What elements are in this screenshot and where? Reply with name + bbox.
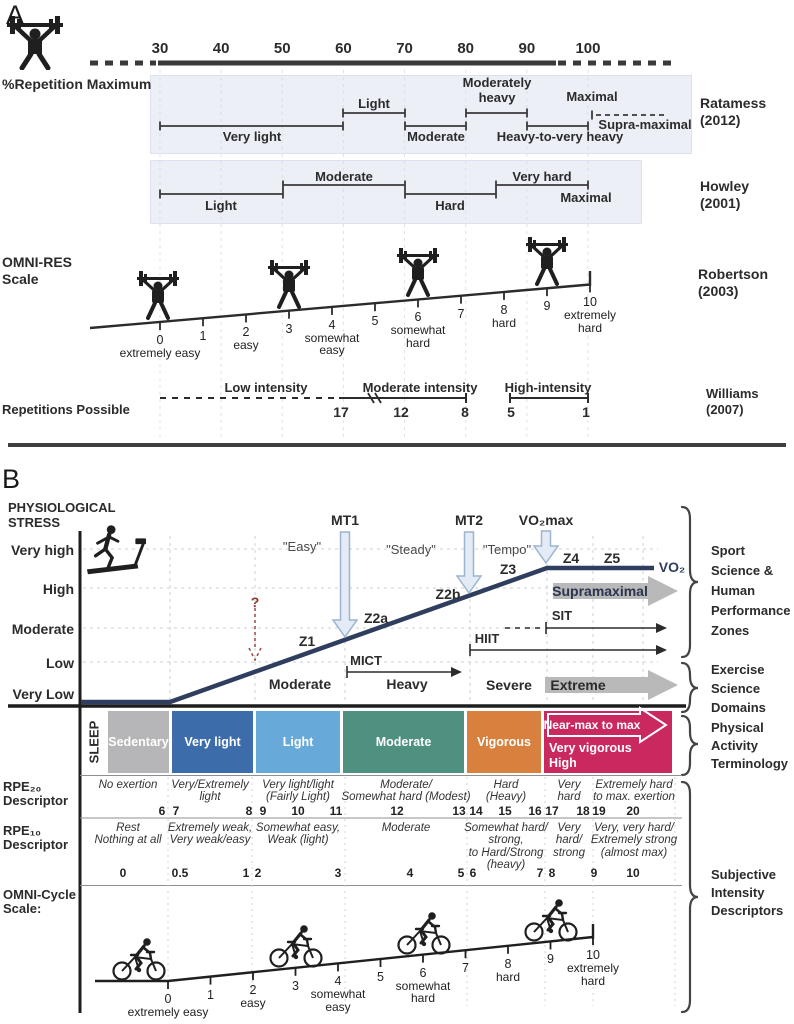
omni-cycle-cyclist-icon <box>114 938 165 979</box>
panel_b-rpe10-title-1: Descriptor <box>3 837 69 852</box>
panel_b-rpe10-descriptors-4-2: to Hard/Strong <box>468 846 544 859</box>
omni-cycle-cyclist-icon <box>526 899 577 940</box>
panel_b-rpe10-descriptors-5-0: Very <box>557 822 581 834</box>
panel_a-scales-0-intervals-2-label: Moderate <box>407 129 465 144</box>
panel_a-omni_res-tick_values-7: 7 <box>457 306 465 321</box>
band-block-label-2: Light <box>282 735 314 749</box>
panel_b-omni_cycle-tick_labels-10-1: hard <box>580 973 606 988</box>
panel_b-omni_cycle-tick_values-5: 5 <box>377 970 384 984</box>
panel_b-omni_cycle-tick_labels-8-0: hard <box>495 969 521 984</box>
panel_b-zones-5: Z5 <box>603 550 621 566</box>
panel_b-omni_cycle-tick_labels-6-0: somewhat <box>395 978 451 993</box>
panel_a-omni_res-tick_labels-2-0: easy <box>233 338 259 353</box>
panel_b-rpe10-descriptors-3-0: Moderate <box>381 822 431 834</box>
panel_b-rpe20-descriptors-0-0: No exertion <box>98 779 158 791</box>
panel_b-rpe20-numbers-2: 8 <box>245 804 253 818</box>
panel_a-axis_ticks-5: 80 <box>457 40 475 57</box>
band-block-label-4: Vigorous <box>477 735 531 749</box>
panel_a-scales-0-intervals-4-label: Heavy-to-very heavy <box>496 129 624 144</box>
panel_b-rpe10-numbers-4: 3 <box>334 866 342 880</box>
panel_b-band-max_block-lines-0: Very vigorous <box>549 741 632 755</box>
panel_b-rpe20-title-1: Descriptor <box>3 793 69 808</box>
panel_b-thresholds-0: MT1 <box>331 512 359 528</box>
omni-cycle-cyclist-icon <box>399 912 450 953</box>
panel_b-zones-3: Z3 <box>499 561 517 577</box>
panel_a-omni_res-tick_labels-8-0: hard <box>491 315 517 330</box>
panel_b-rpe10-descriptors-6-0: Very, very hard/ <box>594 822 674 834</box>
panel_b-vo2: VO₂ <box>658 559 686 575</box>
panel_b-side_labels-subjective-0: Subjective <box>711 867 777 882</box>
panel_a-omni_res-ref-0: Robertson <box>698 266 768 282</box>
panel_b-rpe20-numbers-1: 7 <box>172 804 180 818</box>
panel_b-stress_levels-2: Moderate <box>11 621 74 637</box>
panel_a-repetitions-numbers-4: 1 <box>582 404 590 420</box>
panel_b-domains-0: Moderate <box>268 676 332 692</box>
panel_a-repetitions-title: Repetitions Possible <box>2 402 130 417</box>
band-block-label-0: Sedentary <box>108 735 169 749</box>
panel_a-axis_ticks-1: 40 <box>212 40 230 57</box>
panel_b-omni_cycle-tick_values-7: 7 <box>462 961 469 976</box>
panel_a-omni_res-tick_values-6: 6 <box>414 310 422 325</box>
panel_a-omni_res-tick_values-0: 0 <box>156 333 164 347</box>
panel_a-omni_res-ref-1: (2003) <box>698 283 739 299</box>
panel_a-omni_res-tick_labels-4-0: somewhat <box>304 330 360 345</box>
panel_a-axis_ticks-3: 60 <box>335 40 352 57</box>
band-block-label-1: Very light <box>184 735 241 749</box>
panel_b-omni_cycle-tick_values-1: 1 <box>207 987 214 1002</box>
panel_b-side_labels-zones-4: Zones <box>711 623 750 638</box>
panel_b-thresholds-2: VO₂max <box>518 512 574 528</box>
panel_a-axis_ticks-6: 90 <box>518 40 536 57</box>
panel_b-phases-0: "Easy" <box>282 539 322 554</box>
panel_b-rpe20-descriptors-3-0: Moderate/ <box>380 779 432 791</box>
panel_a-omni_res-tick_labels-10-1: hard <box>577 320 603 335</box>
panel_a-omni_res-tick_labels-6-1: hard <box>405 335 431 350</box>
panel_b-stress_title-1: STRESS <box>8 515 61 530</box>
panel_b-label: B <box>2 464 21 494</box>
panel_b-rpe10-descriptors-6-1: Extremely strong <box>590 834 678 847</box>
panel_b-rpe20-numbers-0: 6 <box>158 804 166 818</box>
panel_b-omni_cycle-tick_labels-6-1: hard <box>410 991 436 1006</box>
panel_b-side_labels-terminology-2: Terminology <box>711 756 789 771</box>
panel_b-omni_cycle-tick_labels-0-0: extremely easy <box>127 1005 209 1019</box>
panel_b-rpe20-numbers-4: 10 <box>291 804 305 818</box>
panel_b-omni_cycle-tick_values-2: 2 <box>249 983 257 998</box>
treadmill-runner-icon <box>87 525 146 574</box>
panel_b-band-max_block-arrow_label: Near-max to max <box>543 718 641 732</box>
panel_b-side_labels-domains-2: Domains <box>711 700 766 715</box>
panel_a-omni_res-tick_labels-4-1: easy <box>319 343 345 358</box>
panel_b-zones-4: Z4 <box>562 550 580 566</box>
panel_a-scales-0-intervals-0-label: Very light <box>222 129 282 144</box>
panel_b-side_labels-zones-3: Performance <box>711 603 791 618</box>
panel_a-repetitions-zones-2: High-intensity <box>504 380 592 395</box>
panel_b-rpe20-descriptors-1-1: light <box>199 791 221 804</box>
panel_b-domains-1: Heavy <box>386 676 428 692</box>
omni-res-lifter-icon <box>268 260 310 307</box>
panel_a-omni_res-title-1: Scale <box>2 271 39 287</box>
panel_b-side_labels-zones-2: Human <box>711 583 756 598</box>
panel_b-stress_levels-0: Very high <box>10 542 74 558</box>
panel_b-stress_levels-1: High <box>42 581 74 597</box>
panel_b-rpe20-descriptors-4-0: Hard <box>493 779 519 791</box>
panel_a-label: A <box>6 0 25 30</box>
panel_b-side_labels-zones-1: Science & <box>711 563 774 578</box>
panel_a-omni_res-tick_values-1: 1 <box>199 329 207 344</box>
omni-res-lifter-icon <box>526 237 568 284</box>
panel_a-scales-1-ref-1: (2001) <box>700 195 741 211</box>
panel_a-omni_res-tick_values-10: 10 <box>583 295 597 310</box>
panel_a-scales-1-intervals-0-label: Light <box>205 198 237 213</box>
omni-cycle-cyclist-icon <box>271 925 322 966</box>
panel_b-rpe10-numbers-6: 5 <box>457 866 465 880</box>
panel_b-rpe10-descriptors-0-0: Rest <box>116 822 140 834</box>
panel_b-rpe20-descriptors-3-1: Somewhat hard (Modest) <box>341 791 471 804</box>
panel_b-rpe10-descriptors-4-3: (heavy) <box>486 858 526 871</box>
panel_b-domains-3: Extreme <box>550 677 606 693</box>
panel_b-zones-1: Z2a <box>363 610 389 626</box>
panel_b-question_mark: ? <box>250 594 260 610</box>
panel_a-scales-1-intervals-2-label: Hard <box>435 198 465 213</box>
panel_a-axis_ticks-0: 30 <box>151 40 169 57</box>
panel_b-rpe10-descriptors-4-1: strong, <box>488 834 524 847</box>
panel_b-side_labels-terminology-0: Physical <box>711 720 764 735</box>
panel_b-side_labels-zones-0: Sport <box>711 543 745 558</box>
panel_a-omni_res-tick_values-8: 8 <box>500 302 508 317</box>
panel_a-omni_res-tick_values-3: 3 <box>285 321 293 336</box>
panel_b-rpe10-numbers-8: 7 <box>536 866 544 880</box>
panel_b-omni_cycle-title-1: Scale: <box>3 901 42 916</box>
panel_b-rpe10-title-0: RPE₁₀ <box>3 823 41 838</box>
omni-res-lifter-icon <box>137 271 179 318</box>
panel_b-omni_cycle-tick_values-9: 9 <box>547 952 554 967</box>
panel_a-axis_ticks-7: 100 <box>575 40 601 57</box>
panel_b-rpe20-descriptors-5-0: Very <box>557 779 581 791</box>
panel_b-stress_levels-4: Very Low <box>12 686 74 702</box>
omni-res-lifter-icon <box>397 248 439 295</box>
panel_b-rpe20-descriptors-6-1: to max. exertion <box>593 791 675 804</box>
panel_b-omni_cycle-title-0: OMNI-Cycle <box>3 887 76 902</box>
panel_b-omni_cycle-tick_values-4: 4 <box>334 974 342 989</box>
panel_b-training-mict: MICT <box>350 653 382 668</box>
panel_a-repetitions-numbers-2: 8 <box>461 404 469 420</box>
panel_b-rpe10-descriptors-2-1: Weak (light) <box>267 834 329 847</box>
panel_a-axis_ticks-4: 70 <box>396 40 413 57</box>
panel_b-omni_cycle-tick_values-3: 3 <box>292 978 299 993</box>
panel_b-rpe10-numbers-2: 1 <box>242 866 250 880</box>
panel_b-side_labels-subjective-1: Intensity <box>711 885 765 900</box>
panel_b-omni_cycle-tick_values-10: 10 <box>586 948 600 962</box>
panel_b-rpe20-numbers-5: 11 <box>329 804 343 818</box>
panel_b-rpe20-numbers-6: 12 <box>390 804 404 818</box>
panel_b-rpe20-numbers-7: 13 <box>452 804 466 818</box>
panel_b-rpe10-descriptors-1-1: Very weak/easy <box>169 834 251 847</box>
panel_a-omni_res-tick_labels-6-0: somewhat <box>390 323 446 338</box>
panel_b-rpe20-descriptors-1-0: Very/Extremely <box>171 779 249 791</box>
panel_a-repetitions-numbers-1: 12 <box>393 404 409 420</box>
panel_b-rpe20-numbers-10: 16 <box>528 804 542 818</box>
panel_b-band-max_block-lines-1: High <box>549 756 577 770</box>
panel_a-repetitions-zones-1: Moderate intensity <box>362 380 478 395</box>
panel_a-scales-0-intervals-5-label: Maximal <box>566 89 618 104</box>
panel_a-omni_res-tick_labels-10-0: extremely <box>563 308 617 323</box>
panel_b-rpe10-numbers-11: 10 <box>626 866 640 880</box>
panel_b-omni_cycle-tick_values-6: 6 <box>419 965 427 980</box>
panel_b-omni_cycle-tick_labels-2-0: easy <box>240 996 266 1011</box>
panel_a-repetitions-ref-1: (2007) <box>706 402 744 417</box>
panel_b-rpe10-descriptors-6-2: (almost max) <box>600 846 668 859</box>
panel_b-rpe20-numbers-13: 19 <box>592 804 606 818</box>
panel_a-repetitions-ref-0: Williams <box>706 386 759 401</box>
panel_b-domains-2: Severe <box>486 677 532 693</box>
panel_b-training-sit: SIT <box>551 608 573 623</box>
panel_b-rpe20-numbers-11: 17 <box>545 804 559 818</box>
panel_b-zones-2: Z2b <box>435 586 461 602</box>
panel_b-omni_cycle-tick_labels-4-0: somewhat <box>310 987 366 1002</box>
panel_b-omni_cycle-tick_labels-4-1: easy <box>325 999 351 1014</box>
panel_b-rpe10-numbers-3: 2 <box>254 866 262 880</box>
panel_b-rpe20-descriptors-6-0: Extremely hard <box>595 779 673 791</box>
panel_a-omni_res-tick_values-4: 4 <box>328 317 336 332</box>
panel_b-rpe10-descriptors-1-0: Extremely weak, <box>167 822 253 834</box>
panel_b-rpe20-numbers-12: 18 <box>576 804 590 818</box>
panel_a-axis_title: %Repetition Maximum <box>2 76 152 92</box>
panel_b-side_labels-domains-1: Science <box>711 681 761 696</box>
panel_b-omni_cycle-tick_values-8: 8 <box>504 956 512 971</box>
panel_a-omni_res-tick_labels-0-0: extremely easy <box>119 346 201 360</box>
panel_b-rpe10-numbers-5: 4 <box>406 866 414 880</box>
panel_a-scales-0-ref-1: (2012) <box>700 112 741 128</box>
panel_a-scales-1-ref-0: Howley <box>700 178 750 194</box>
panel_b-thresholds-1: MT2 <box>455 512 483 528</box>
panel_b-rpe20-descriptors-4-1: (Heavy) <box>485 791 527 804</box>
panel_a-scales-1-intervals-3-label: Very hard <box>512 169 572 184</box>
panel_a-omni_res-tick_values-9: 9 <box>543 299 551 314</box>
panel_a-omni_res-title-0: OMNI-RES <box>2 254 72 270</box>
panel_a-scales-1-intervals-4-label: Maximal <box>560 190 612 205</box>
band-sleep-label: SLEEP <box>86 720 102 764</box>
panel_a-scales-0-intervals-6-label: Supra-maximal <box>598 117 692 132</box>
panel_b-training-supramaximal: Supramaximal <box>552 583 648 599</box>
panel_a-scales-0-ref-0: Ratamess <box>700 95 767 111</box>
panel_a-repetitions-numbers-3: 5 <box>507 404 515 420</box>
panel_b-phases-2: "Tempo" <box>482 542 532 557</box>
panel_b-omni_cycle-tick_labels-10-0: extremely <box>566 961 620 975</box>
panel_b-rpe20-descriptors-2-1: (Fairly Light) <box>266 791 330 804</box>
panel_a-axis_ticks-2: 50 <box>273 40 291 57</box>
panel_b-phases-1: "Steady" <box>386 542 436 557</box>
panel_b-omni_cycle-tick_values-0: 0 <box>164 992 172 1006</box>
panel_b-rpe10-descriptors-4-0: Somewhat hard/ <box>464 822 548 834</box>
panel_a-scales-1-intervals-1-label: Moderate <box>315 169 373 184</box>
panel_b-side_labels-domains-0: Exercise <box>711 662 765 677</box>
panel_a-repetitions-zones-0: Low intensity <box>224 380 308 395</box>
panel_a-scales-0-intervals-1-label: Light <box>358 96 390 111</box>
panel_b-rpe10-numbers-0: 0 <box>119 866 127 880</box>
panel_b-rpe20-numbers-3: 9 <box>259 804 267 818</box>
panel_a-scales-0-intervals-3-label: Moderately heavy <box>462 75 532 105</box>
panel_b-training-hiit: HIIT <box>474 631 500 646</box>
panel_b-side_labels-terminology-1: Activity <box>711 738 758 753</box>
panel_b-rpe10-descriptors-5-2: strong <box>553 846 585 859</box>
panel_b-rpe10-descriptors-2-0: Somewhat easy, <box>255 822 341 834</box>
panel_b-rpe10-numbers-10: 9 <box>590 866 598 880</box>
panel_b-rpe10-numbers-1: 0.5 <box>171 866 189 880</box>
panel_a-repetitions-numbers-0: 17 <box>333 404 349 420</box>
panel_b-rpe10-descriptors-0-1: Nothing at all <box>94 834 162 847</box>
panel_b-side_labels-subjective-2: Descriptors <box>711 903 784 918</box>
panel_b-rpe20-numbers-9: 15 <box>498 804 512 818</box>
panel_b-rpe20-descriptors-2-0: Very light/light <box>262 779 334 791</box>
band-block-label-3: Moderate <box>375 735 432 749</box>
panel_b-rpe10-numbers-7: 6 <box>469 866 477 880</box>
panel_b-rpe10-numbers-9: 8 <box>548 866 556 880</box>
panel_b-stress_levels-3: Low <box>46 655 74 671</box>
panel_a-omni_res-tick_values-5: 5 <box>371 314 379 329</box>
panel_b-rpe20-numbers-8: 14 <box>469 804 483 818</box>
panel_b-rpe10-descriptors-5-1: hard/ <box>555 834 583 847</box>
panel_b-stress_title-0: PHYSIOLOGICAL <box>8 500 116 515</box>
panel_b-rpe20-title-0: RPE₂₀ <box>3 779 42 794</box>
panel_a-omni_res-tick_values-2: 2 <box>242 325 250 340</box>
panel_b-rpe20-numbers-14: 20 <box>626 804 640 818</box>
panel_b-zones-0: Z1 <box>298 633 316 649</box>
panel_b-rpe20-descriptors-5-1: hard <box>557 791 581 804</box>
